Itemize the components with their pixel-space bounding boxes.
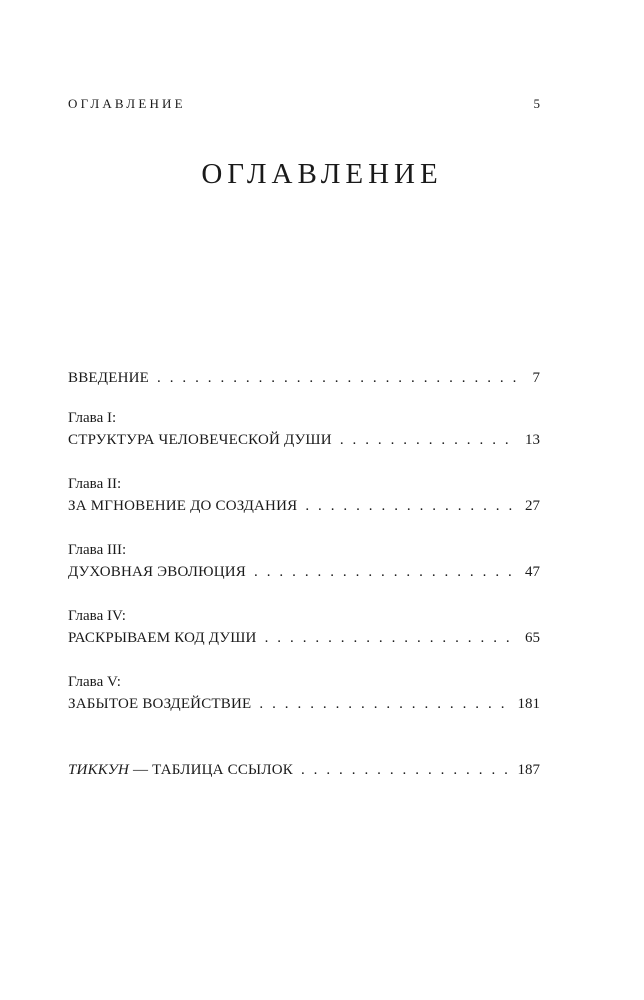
toc-entry-line bbox=[68, 560, 540, 584]
toc-entry-chapter-5[interactable] bbox=[68, 672, 540, 716]
page-number: 5 bbox=[533, 96, 540, 111]
toc-entry-page: 65 bbox=[525, 630, 540, 646]
page-title: ОГЛАВЛЕНИЕ bbox=[201, 158, 443, 190]
toc-entry-line bbox=[68, 494, 540, 518]
toc-entry-title: ВВЕДЕНИЕ bbox=[68, 370, 149, 386]
toc-entry-chapter-1[interactable] bbox=[68, 408, 540, 452]
toc-entry-introduction[interactable] bbox=[68, 366, 540, 390]
toc-entry-chapter-4[interactable] bbox=[68, 606, 540, 650]
toc-entry-page: 181 bbox=[517, 696, 540, 712]
toc-entry-title: ЗА МГНОВЕНИЕ ДО СОЗДАНИЯ bbox=[68, 498, 298, 514]
running-header-title: ОГЛАВЛЕНИЕ bbox=[68, 96, 186, 111]
toc-entry-line bbox=[68, 428, 540, 452]
toc-entry-title-rest: — ТАБЛИЦА ССЫЛОК bbox=[129, 762, 293, 778]
toc-chapter-label: Глава II: bbox=[68, 476, 122, 492]
toc-entry-title-italic: ТИККУН bbox=[68, 762, 130, 778]
toc-entry-chapter-2[interactable] bbox=[68, 474, 540, 518]
toc-entry-page: 27 bbox=[525, 498, 540, 514]
toc-entry-title: РАСКРЫВАЕМ КОД ДУШИ bbox=[68, 630, 257, 646]
dot-leader bbox=[157, 366, 525, 390]
toc-entry-page: 187 bbox=[517, 762, 540, 778]
toc-entry-title: СТРУКТУРА ЧЕЛОВЕЧЕСКОЙ ДУШИ bbox=[68, 432, 332, 448]
toc-entry-title: ДУХОВНАЯ ЭВОЛЮЦИЯ bbox=[68, 564, 247, 580]
toc-chapter-label: Глава III: bbox=[68, 542, 127, 558]
toc-entry-title bbox=[68, 758, 293, 782]
toc-entry-page: 7 bbox=[532, 370, 540, 386]
dot-leader bbox=[340, 428, 517, 452]
toc-entry-line bbox=[68, 692, 540, 716]
toc-entry-title: ЗАБЫТОЕ ВОЗДЕЙСТВИЕ bbox=[68, 696, 252, 712]
toc-entry-line bbox=[68, 758, 540, 782]
dot-leader bbox=[305, 494, 517, 518]
dot-leader bbox=[259, 692, 509, 716]
dot-leader bbox=[301, 758, 510, 782]
running-header bbox=[68, 96, 540, 116]
toc-entry-line bbox=[68, 366, 540, 390]
toc-chapter-label: Глава V: bbox=[68, 674, 121, 690]
toc-entry-page: 47 bbox=[525, 564, 540, 580]
toc-chapter-label: Глава IV: bbox=[68, 608, 126, 624]
toc-entry-line bbox=[68, 626, 540, 650]
dot-leader bbox=[265, 626, 517, 650]
toc-chapter-label: Глава I: bbox=[68, 410, 117, 426]
dot-leader bbox=[254, 560, 517, 584]
toc-entry-tikkun[interactable] bbox=[68, 758, 540, 782]
toc-entry-chapter-3[interactable] bbox=[68, 540, 540, 584]
toc-entry-page: 13 bbox=[525, 432, 540, 448]
